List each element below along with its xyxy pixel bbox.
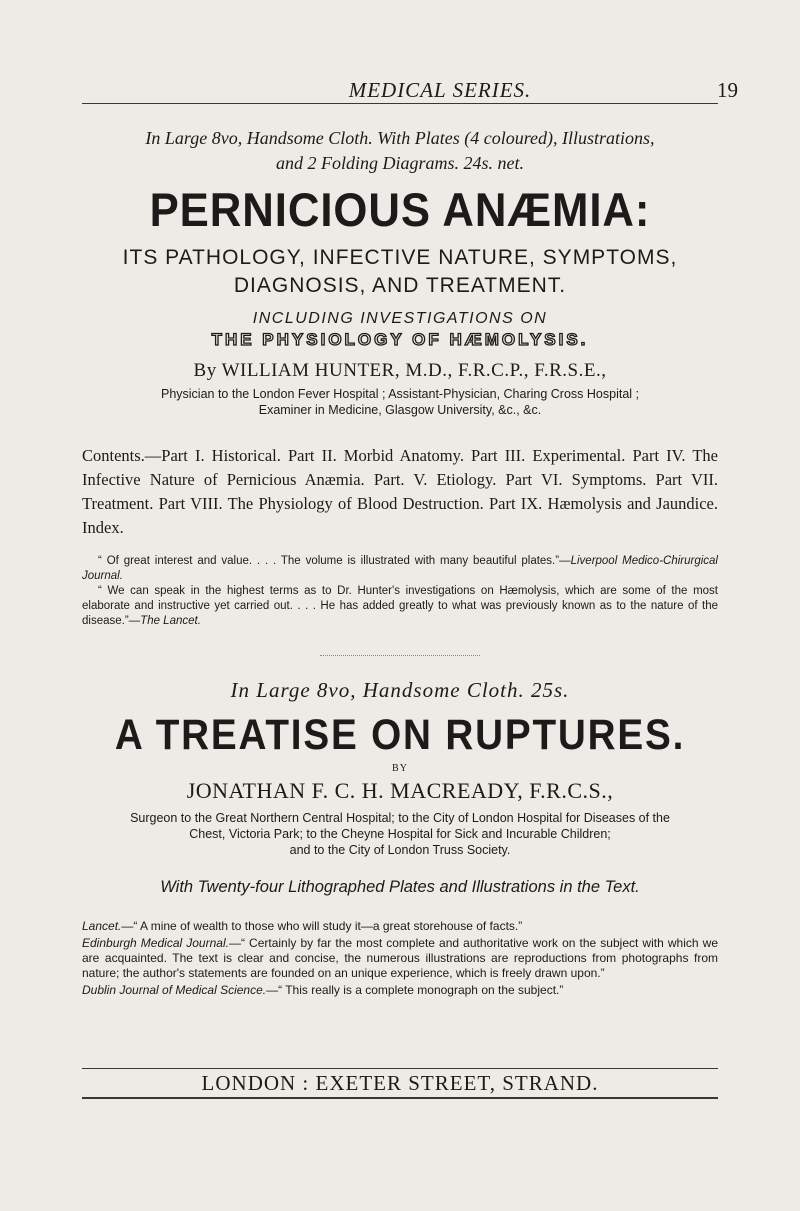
review-source: Lancet.	[82, 919, 122, 933]
affiliation-line-1: Physician to the London Fever Hospital ; Assistant-Physician, Charing Cross Hospital ;	[160, 387, 639, 401]
book-format-line-2: and 2 Folding Diagrams. 24s. net.	[275, 153, 524, 173]
running-head	[80, 78, 800, 102]
press-review	[82, 983, 718, 998]
page-number: 19	[717, 78, 738, 102]
book-title: A TREATISE ON RUPTURES.	[114, 711, 686, 759]
affiliation-line-1: Surgeon to the Great Northern Central Hospital; to the City of London Hospital for Diseases of the	[130, 811, 670, 825]
review-text: —“ A mine of wealth to those who will study it—a great storehouse of facts.”	[121, 919, 523, 933]
including-line: INCLUDING INVESTIGATIONS ON	[252, 310, 548, 327]
book-advert-pernicious-anaemia	[82, 126, 718, 629]
book-format-line: In Large 8vo, Handsome Cloth. 25s.	[230, 678, 570, 702]
book-format-line	[82, 126, 718, 176]
press-review	[82, 936, 718, 981]
author-affiliation	[82, 386, 718, 418]
quote-text: “ We can speak in the highest terms as to Dr. Hunter's investigations on Hæmolysis, which are some of the most elaborate and instructive yet carried out. . . . He has added greatly to what was previously known as to the nature of the disease.”—	[82, 585, 718, 627]
plates-line: With Twenty-four Lithographed Plates and Illustrations in the Text.	[160, 878, 640, 896]
affiliation-line-3: and to the City of London Truss Society.	[289, 843, 511, 857]
page-content	[82, 126, 718, 998]
book-title: PERNICIOUS ANÆMIA:	[149, 183, 651, 236]
including-subject: THE PHYSIOLOGY OF HÆMOLYSIS.	[211, 330, 589, 349]
book-contents: Contents.—Part I. Historical. Part II. Morbid Anatomy. Part III. Experimental. Part IV. The Infective Nature of Pernicious Anæmia. Part. V. Etiology. Part VI. Symptoms. Part VII. Treatment. Part VIII. The Physiology of Blood Destruction. Part IX. Hæmolysis and Jaundice. Index.	[82, 446, 718, 537]
quote-source: The Lancet.	[140, 615, 201, 627]
affiliation-line-2: Chest, Victoria Park; to the Cheyne Hospital for Sick and Incurable Children;	[189, 827, 611, 841]
review-source: Dublin Journal of Medical Science.	[82, 983, 267, 997]
book-advert-ruptures	[82, 678, 718, 998]
by-line: BY	[392, 763, 408, 774]
running-title: MEDICAL SERIES.	[348, 78, 532, 102]
book-subtitle-line-2: DIAGNOSIS, AND TREATMENT.	[233, 274, 567, 297]
quote-text: “ Of great interest and value. . . . The volume is illustrated with many beautiful plates.”—	[98, 555, 571, 567]
press-quotes	[82, 554, 718, 629]
press-quote	[82, 554, 718, 584]
press-quote	[82, 584, 718, 629]
footer-rule-top	[82, 1068, 718, 1069]
author-affiliation	[82, 810, 718, 858]
book-author: JONATHAN F. C. H. MACREADY, F.R.C.S.,	[186, 778, 614, 803]
book-subtitle-line-1: ITS PATHOLOGY, INFECTIVE NATURE, SYMPTOMS,	[122, 246, 678, 269]
publisher-imprint: LONDON : EXETER STREET, STRAND.	[201, 1071, 599, 1095]
book-format-line-1: In Large 8vo, Handsome Cloth. With Plates (4 coloured), Illustrations,	[145, 128, 655, 148]
review-text: —“ This really is a complete monograph on the subject.”	[266, 983, 564, 997]
press-review	[82, 919, 718, 934]
quote-source: Liverpool Medico-Chirurgical Journal.	[82, 555, 718, 582]
section-divider	[320, 655, 480, 656]
review-source: Edinburgh Medical Journal.	[82, 936, 229, 950]
book-subtitle	[82, 244, 718, 300]
footer-rule-bottom	[82, 1097, 718, 1099]
press-reviews	[82, 919, 718, 998]
book-author: By WILLIAM HUNTER, M.D., F.R.C.P., F.R.S.E.,	[193, 360, 607, 381]
header-rule	[82, 103, 718, 104]
affiliation-line-2: Examiner in Medicine, Glasgow University, &c., &c.	[258, 403, 542, 417]
review-text: —“ Certainly by far the most complete and authoritative work on the subject with which we are acquainted. The text is clear and concise, the numerous illustrations are reproductions from photographs from nature; the author's statements are founded on an unique experience, which is freely drawn upon.”	[82, 936, 718, 980]
